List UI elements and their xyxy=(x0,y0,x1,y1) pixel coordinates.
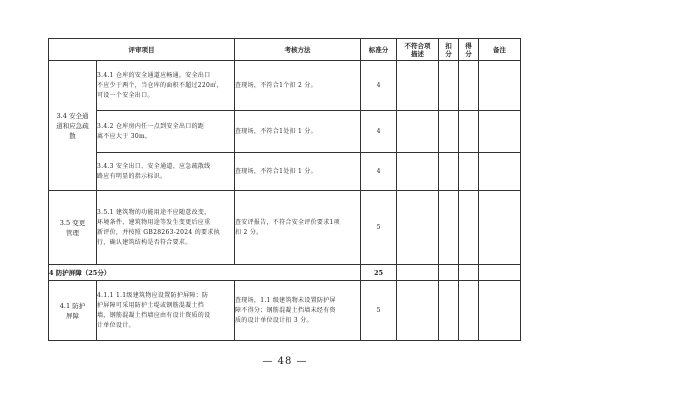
remarks-cell[interactable] xyxy=(479,265,521,281)
section-label-3-4 xyxy=(49,61,97,191)
gain-cell[interactable] xyxy=(459,191,479,265)
section-label-3-5 xyxy=(49,191,97,265)
deduct-cell[interactable] xyxy=(439,265,459,281)
header-deduct xyxy=(439,39,459,61)
item-line: 离不应大于 30m。 xyxy=(97,132,152,140)
header-method: 考核方法 xyxy=(235,39,361,61)
header-noncompliance-line2: 描述 xyxy=(411,49,424,58)
noncompliance-cell[interactable] xyxy=(397,61,439,111)
item-line: 护屏障可采用防护土堤或钢筋混凝土挡 xyxy=(97,301,205,309)
header-noncompliance xyxy=(397,39,439,61)
section-label-line: 道和应急疏 xyxy=(56,121,89,130)
table-row xyxy=(49,191,521,265)
header-standard-score: 标准分 xyxy=(361,39,397,61)
deduct-cell[interactable] xyxy=(439,111,459,153)
method-line: 查现场，1.1 级建筑物未设置防护屏 xyxy=(235,296,336,304)
method-3-4-3: 查现场，不符合1处扣 1 分。 xyxy=(235,153,361,191)
item-line: 4.1.1 1.1级建筑物应设置防护屏障；防 xyxy=(97,291,209,299)
header-deduct-line2: 分 xyxy=(445,49,452,58)
score-3-4-2: 4 xyxy=(361,111,397,153)
header-gain-line2: 分 xyxy=(465,49,472,58)
item-line: 3.5.1 建筑物的功能用途不应随意改变， xyxy=(97,208,211,216)
table-row xyxy=(49,111,521,153)
header-gain-line1: 得 xyxy=(465,41,472,50)
item-line: 新评价，并按照 GB28263-2024 的要求执 xyxy=(97,228,220,236)
noncompliance-cell[interactable] xyxy=(397,111,439,153)
gain-cell[interactable] xyxy=(459,265,479,281)
section-4-title: 4 防护屏障（25分） xyxy=(49,265,361,281)
item-line: 计单位设计。 xyxy=(97,321,135,329)
remarks-cell[interactable] xyxy=(479,111,521,153)
section-label-line: 3.5 变更 xyxy=(59,218,86,227)
item-line: 行，确认建筑结构是否符合要求。 xyxy=(97,238,192,246)
header-deduct-line1: 扣 xyxy=(445,41,452,50)
item-4-1-1 xyxy=(97,281,235,341)
method-3-4-2: 查现场，不符合1处扣 1 分。 xyxy=(235,111,361,153)
score-3-5-1: 5 xyxy=(361,191,397,265)
gain-cell[interactable] xyxy=(459,61,479,111)
item-3-4-1 xyxy=(97,61,235,111)
method-3-5-1 xyxy=(235,191,361,265)
gain-cell[interactable] xyxy=(459,153,479,191)
item-3-4-3 xyxy=(97,153,235,191)
remarks-cell[interactable] xyxy=(479,61,521,111)
remarks-cell[interactable] xyxy=(479,191,521,265)
method-line: 障不得分；钢筋混凝土挡墙未经有资 xyxy=(235,306,336,314)
deduct-cell[interactable] xyxy=(439,153,459,191)
method-line: 质的设计单位设计扣 3 分。 xyxy=(235,316,313,324)
method-4-1-1 xyxy=(235,281,361,341)
section-label-line: 管理 xyxy=(66,228,79,237)
table-row xyxy=(49,265,521,281)
method-3-4-1: 查现场，不符合1个扣 2 分。 xyxy=(235,61,361,111)
gain-cell[interactable] xyxy=(459,281,479,341)
noncompliance-cell[interactable] xyxy=(397,191,439,265)
deduct-cell[interactable] xyxy=(439,281,459,341)
section-label-line: 屏障 xyxy=(66,311,79,320)
header-gain xyxy=(459,39,479,61)
table-row xyxy=(49,61,521,111)
review-table xyxy=(48,38,521,341)
page-number: — 48 — xyxy=(262,356,308,367)
item-line: 墙，钢筋混凝土挡墙应由有设计资质的设 xyxy=(97,311,211,319)
section-label-line: 4.1 防护 xyxy=(59,301,86,310)
method-line: 扣 2 分。 xyxy=(235,228,263,236)
section-4-score: 25 xyxy=(361,265,397,281)
section-label-line: 散 xyxy=(69,131,76,140)
header-item: 评审项目 xyxy=(49,39,235,61)
remarks-cell[interactable] xyxy=(479,281,521,341)
section-label-4-1 xyxy=(49,281,97,341)
item-line: 路应有明显的指示标识。 xyxy=(97,172,167,180)
item-3-4-2 xyxy=(97,111,235,153)
item-3-5-1 xyxy=(97,191,235,265)
item-line: 3.4.1 仓库的安全通道应畅通，安全出口 xyxy=(97,71,211,79)
table-row xyxy=(49,153,521,191)
remarks-cell[interactable] xyxy=(479,153,521,191)
noncompliance-cell[interactable] xyxy=(397,153,439,191)
item-line: 环境条件、建筑物用途等发生变更后应重 xyxy=(97,218,211,226)
score-3-4-3: 4 xyxy=(361,153,397,191)
deduct-cell[interactable] xyxy=(439,191,459,265)
noncompliance-cell[interactable] xyxy=(397,265,439,281)
score-4-1-1: 5 xyxy=(361,281,397,341)
item-line: 3.4.3 安全出口、安全通道、应急疏散线 xyxy=(97,162,211,170)
score-3-4-1: 4 xyxy=(361,61,397,111)
item-line: 3.4.2 仓库房内任一点到安全出口的距 xyxy=(97,122,205,130)
item-line: 可设一个安全出口。 xyxy=(97,91,154,99)
deduct-cell[interactable] xyxy=(439,61,459,111)
noncompliance-cell[interactable] xyxy=(397,281,439,341)
header-remarks: 备注 xyxy=(479,39,521,61)
gain-cell[interactable] xyxy=(459,111,479,153)
item-line: 不应少于两个，当仓库的面积不超过220㎡， xyxy=(97,81,223,89)
section-label-line: 3.4 安全通 xyxy=(56,111,89,120)
table-row xyxy=(49,281,521,341)
method-line: 查安评报告，不符合安全评价要求1项 xyxy=(235,218,340,226)
table-header-row xyxy=(49,39,521,61)
header-noncompliance-line1: 不符合项 xyxy=(404,41,431,50)
